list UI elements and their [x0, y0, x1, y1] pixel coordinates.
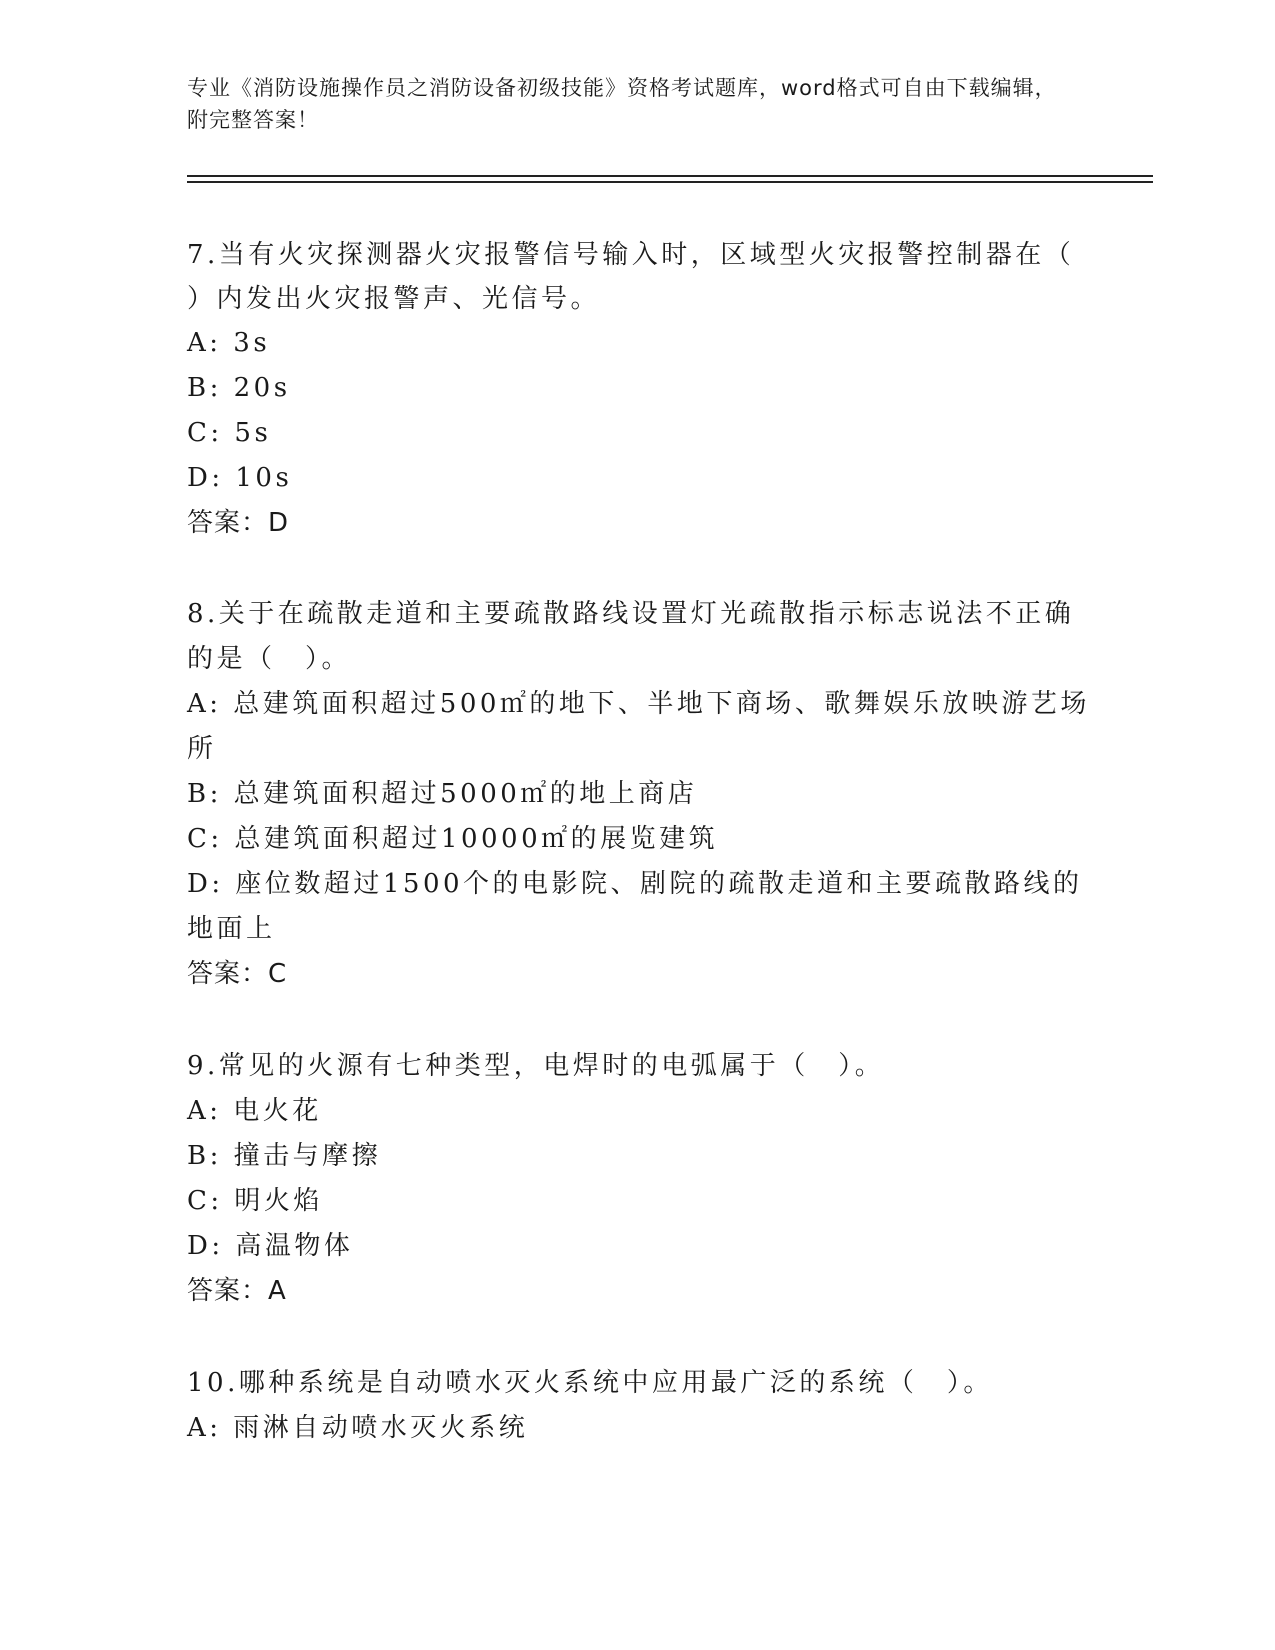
question-7-answer: 答案：D — [187, 508, 290, 538]
question-9-option-c: C: 明火焰 — [187, 1186, 323, 1216]
question-9-option-b: B: 撞击与摩擦 — [187, 1141, 382, 1171]
question-7-option-d: D: 10s — [187, 463, 293, 493]
document-header: 专业《消防设施操作员之消防设备初级技能》资格考试题库，word格式可自由下载编辑，附完整答案！ — [187, 76, 1057, 132]
question-8-stem-line-1: 8.关于在疏散走道和主要疏散路线设置灯光疏散指示标志说法不正确 — [187, 599, 1075, 629]
question-9-option-d: D: 高温物体 — [187, 1231, 354, 1261]
question-8-option-c: C: 总建筑面积超过10000㎡的展览建筑 — [187, 824, 719, 854]
question-10-option-a: A: 雨淋自动喷水灭火系统 — [187, 1413, 529, 1443]
question-8-option-a-line-2: 所 — [187, 734, 217, 764]
question-8-answer: 答案：C — [187, 959, 288, 989]
question-8-option-b: B: 总建筑面积超过5000㎡的地上商店 — [187, 779, 698, 809]
question-7-stem-line-2: ）内发出火灾报警声、光信号。 — [187, 284, 601, 314]
question-9-answer: 答案：A — [187, 1276, 287, 1306]
header-divider-bottom — [187, 181, 1153, 183]
question-7-stem-line-1: 7.当有火灾探测器火灾报警信号输入时，区域型火灾报警控制器在（ — [187, 240, 1075, 270]
question-8-option-a-line-1: A: 总建筑面积超过500㎡的地下、半地下商场、歌舞娱乐放映游艺场 — [187, 689, 1090, 719]
question-7-option-b: B: 20s — [187, 373, 291, 403]
question-9-stem: 9.常见的火源有七种类型，电焊时的电弧属于（ ）。 — [187, 1051, 885, 1081]
header-divider-top — [187, 175, 1153, 177]
question-8-option-d-line-2: 地面上 — [187, 914, 276, 944]
question-8-option-d-line-1: D: 座位数超过1500个的电影院、剧院的疏散走道和主要疏散路线的 — [187, 869, 1083, 899]
question-7-option-c: C: 5s — [187, 418, 272, 448]
question-10-stem: 10.哪种系统是自动喷水灭火系统中应用最广泛的系统（ ）。 — [187, 1368, 993, 1398]
question-7-option-a: A: 3s — [187, 328, 271, 358]
question-8-stem-line-2: 的是（ ）。 — [187, 644, 352, 674]
question-9-option-a: A: 电火花 — [187, 1096, 322, 1126]
